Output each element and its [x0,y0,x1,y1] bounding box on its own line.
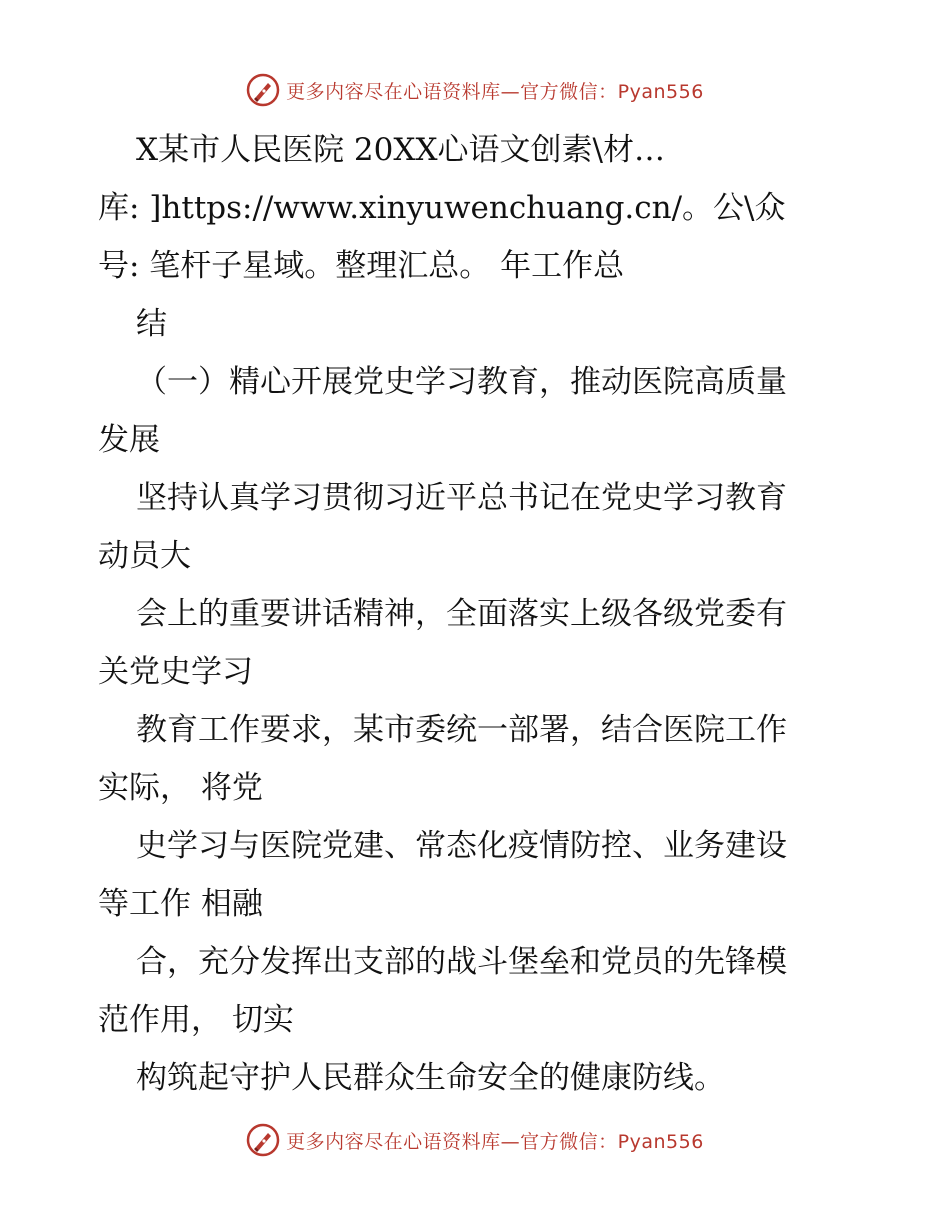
body-line: 范作用， 切实 [98,1002,294,1038]
pen-nib-logo-icon [246,73,280,107]
body-line: 构筑起守护人民群众生命安全的健康防线。 [136,1060,725,1096]
body-line: 关党史学习 [98,654,253,690]
section-heading-cont: 发展 [98,422,160,458]
title-line-3: 号: 笔杆子星域。整理汇总。 年工作总 [98,248,625,284]
body-line: 等工作 相融 [98,886,263,922]
banner-text: 更多内容尽在心语资料库—官方微信：Pyan556 [286,80,704,103]
footer-banner [0,1120,950,1160]
body-line: 实际， 将党 [98,770,263,806]
banner-text: 更多内容尽在心语资料库—官方微信：Pyan556 [286,1130,704,1153]
header-banner [0,70,950,110]
title-line-4: 结 [136,306,167,342]
title-line-2: 库: ]https://www.xinyuwenchuang.cn/。公\众 [98,190,786,226]
title-line-1: X某市人民医院 20XX心语文创素\材… [136,132,665,168]
body-line: 坚持认真学习贯彻习近平总书记在党史学习教育 [136,480,787,516]
pen-nib-logo-icon [246,1123,280,1157]
section-heading: （一）精心开展党史学习教育，推动医院高质量 [136,364,787,400]
body-line: 合，充分发挥出支部的战斗堡垒和党员的先锋模 [136,944,787,980]
body-line: 教育工作要求，某市委统一部署，结合医院工作 [136,712,787,748]
body-line: 史学习与医院党建、常态化疫情防控、业务建设 [136,828,787,864]
body-line: 会上的重要讲话精神，全面落实上级各级党委有 [136,596,787,632]
body-line: 动员大 [98,538,191,574]
